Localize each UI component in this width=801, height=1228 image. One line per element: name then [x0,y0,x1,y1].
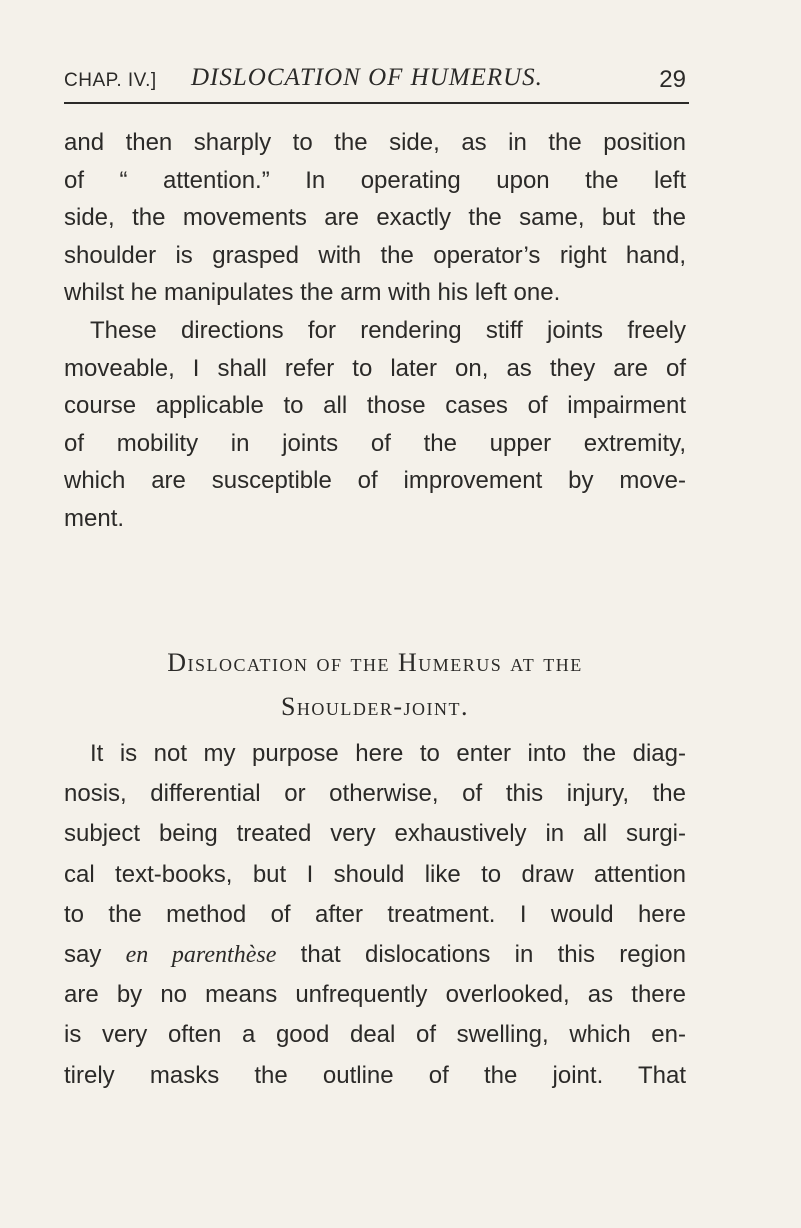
paragraph-dislocation [64,734,686,1096]
text-line: moveable, I shall refer to later on, as they are of [64,354,686,382]
text-line: subject being treated very exhaustively in all surgi- [64,820,686,848]
text-line: nosis, differential or otherwise, of this injury, the [64,780,686,808]
paragraph-continued [64,124,686,538]
text-line: is very often a good deal of swelling, which en- [64,1021,686,1049]
text-line: shoulder is grasped with the operator’s right hand, [64,241,686,269]
text-line: It is not my purpose here to enter into the diag- [90,740,686,767]
text-line: cal text-books, but I should like to draw attention [64,860,686,888]
text-line: are by no means unfrequently overlooked, as there [64,981,686,1009]
running-header [64,64,686,98]
text-fragment: say [64,941,102,969]
text-line: These directions for rendering stiff joints freely [90,316,686,344]
italic-phrase: en parenthèse [125,942,277,969]
chapter-label: CHAP. IV.] [64,70,157,91]
text-line-with-italic [64,935,686,975]
text-line: to the method of after treatment. I would here [64,900,686,928]
page-number: 29 [659,66,686,93]
text-fragment: that dislocations in this region [300,941,686,969]
text-line: whilst he manipulates the arm with his left one. [64,279,561,307]
text-line: course applicable to all those cases of impairment [64,392,686,420]
text-line: of mobility in joints of the upper extremity, [64,429,686,457]
text-line: tirely masks the outline of the joint. That [64,1061,686,1089]
header-rule [64,102,689,104]
running-title: DISLOCATION OF HUMERUS. [191,64,543,91]
text-line: ment. [64,504,125,532]
text-line: of “ attention.” In operating upon the left [64,166,686,194]
section-heading-line-1: Dislocation of the Humerus at the [167,648,583,677]
text-line: side, the movements are exactly the same, but the [64,204,686,232]
text-line: and then sharply to the side, as in the position [64,129,686,156]
section-heading-line-2: Shoulder-joint. [280,692,470,721]
text-line: which are susceptible of improvement by move- [64,467,686,495]
